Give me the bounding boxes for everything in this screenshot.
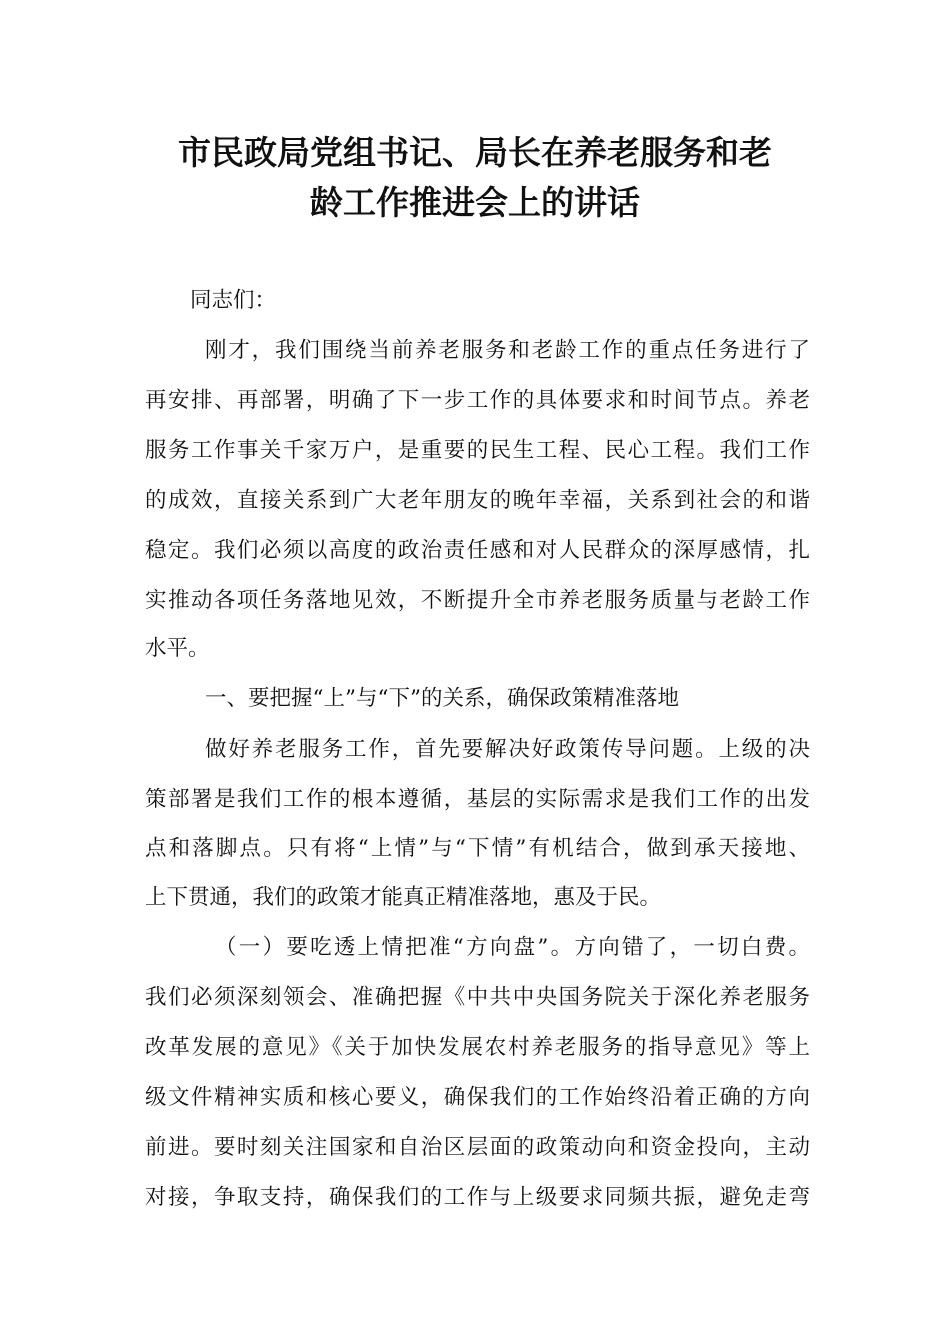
paragraph-1-line: 稳定。我们必须以高度的政治责任感和对人民群众的深厚感情，扎 xyxy=(145,538,810,563)
paragraph-3-line: 前进。要时刻关注国家和自治区层面的政策动向和资金投向，主动 xyxy=(145,1135,810,1160)
paragraph-1-line: 服务工作事关千家万户，是重要的民生工程、民心工程。我们工作 xyxy=(145,438,810,463)
section-heading-1: 一、要把握“上”与“下”的关系，确保政策精准落地 xyxy=(205,686,679,711)
paragraph-1-line: 水平。 xyxy=(145,636,210,661)
paragraph-3-line: 级文件精神实质和核心要义，确保我们的工作始终沿着正确的方向 xyxy=(145,1085,810,1110)
document-title-line-2: 龄工作推进会上的讲话 xyxy=(310,183,640,222)
paragraph-1-line: 刚才，我们围绕当前养老服务和老龄工作的重点任务进行了 xyxy=(205,338,810,363)
paragraph-2-line: 策部署是我们工作的根本遵循，基层的实际需求是我们工作的出发 xyxy=(145,787,810,812)
paragraph-3-line: 对接，争取支持，确保我们的工作与上级要求同频共振，避免走弯 xyxy=(145,1185,810,1210)
document-title-line-1: 市民政局党组书记、局长在养老服务和老 xyxy=(178,133,772,172)
paragraph-1-line: 的成效，直接关系到广大老年朋友的晚年幸福，关系到社会的和谐 xyxy=(145,488,810,513)
salutation: 同志们： xyxy=(190,288,277,313)
paragraph-1-line: 实推动各项任务落地见效，不断提升全市养老服务质量与老龄工作 xyxy=(145,588,810,613)
paragraph-2-line: 做好养老服务工作，首先要解决好政策传导问题。上级的决 xyxy=(205,737,810,762)
paragraph-3-line: 改革发展的意见》《关于加快发展农村养老服务的指导意见》等上 xyxy=(145,1035,810,1060)
paragraph-2-line: 上下贯通，我们的政策才能真正精准落地，惠及于民。 xyxy=(145,885,662,910)
paragraph-2-line: 点和落脚点。只有将“上情”与“下情”有机结合，做到承天接地、 xyxy=(145,836,810,861)
paragraph-1-line: 再安排、再部署，明确了下一步工作的具体要求和时间节点。养老 xyxy=(145,388,810,413)
paragraph-3-line: 我们必须深刻领会、准确把握《中共中央国务院关于深化养老服务 xyxy=(145,985,810,1010)
paragraph-3-line: （一）要吃透上情把准“方向盘”。方向错了，一切白费。 xyxy=(215,935,810,960)
